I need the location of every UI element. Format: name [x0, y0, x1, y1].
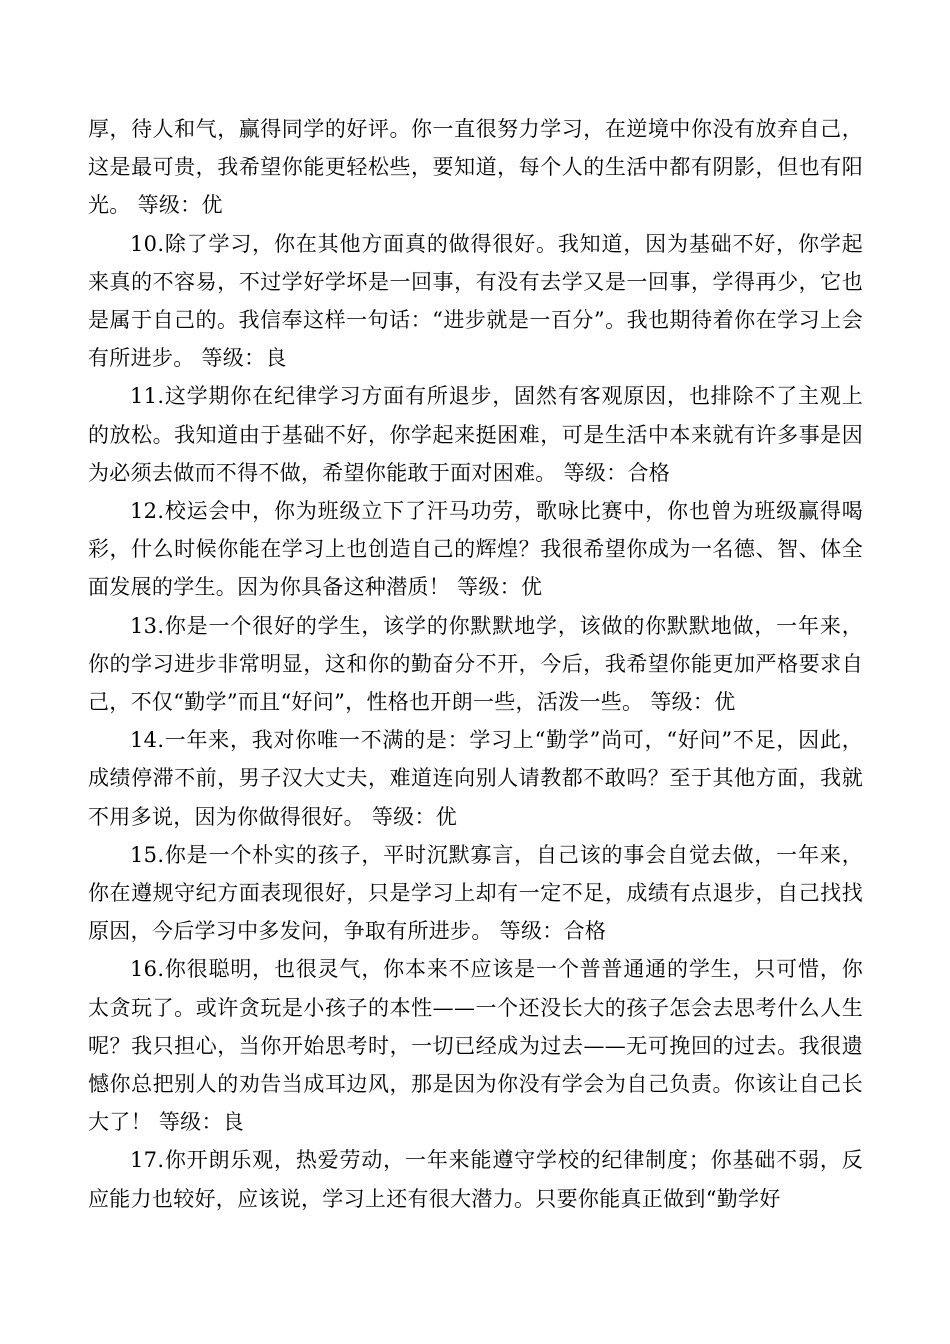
document-body — [88, 110, 863, 1218]
paragraph-11: 11.这学期你在纪律学习方面有所退步，固然有客观原因，也排除不了主观上的放松。我知道由于基础不好，你学起来挺困难，可是生活中本来就有许多事是因为必须去做而不得不做，希望你能敢于面对困难。 等级：合格 — [88, 384, 863, 485]
paragraph-14: 14.一年来，我对你唯一不满的是：学习上“勤学”尚可，“好问”不足，因此，成绩停滞不前，男子汉大丈夫，难道连向别人请教都不敢吗？至于其他方面，我就不用多说，因为你做得很好。 等级：优 — [88, 728, 863, 829]
paragraph-10: 10.除了学习，你在其他方面真的做得很好。我知道，因为基础不好，你学起来真的不容易，不过学好学坏是一回事，有没有去学又是一回事，学得再少，它也是属于自己的。我信奉这样一句话：“进步就是一百分”。我也期待着你在学习上会有所进步。 等级：良 — [88, 231, 863, 371]
paragraph-16: 16.你很聪明，也很灵气，你本来不应该是一个普普通通的学生，只可惜，你太贪玩了。或许贪玩是小孩子的本性——一个还没长大的孩子怎会去思考什么人生呢？我只担心，当你开始思考时，一切已经成为过去——无可挽回的过去。我很遗憾你总把别人的劝告当成耳边风，那是因为你没有学会为自己负责。你该让自己长大了！ 等级：良 — [88, 957, 863, 1135]
paragraph-13: 13.你是一个很好的学生，该学的你默默地学，该做的你默默地做，一年来，你的学习进步非常明显，这和你的勤奋分不开，今后，我希望你能更加严格要求自己，不仅“勤学”而且“好问”，性格也开朗一些，活泼一些。 等级：优 — [88, 613, 863, 715]
paragraph-12: 12.校运会中，你为班级立下了汗马功劳，歌咏比赛中，你也曾为班级赢得喝彩，什么时候你能在学习上也创造自己的辉煌？我很希望你成为一名德、智、体全面发展的学生。因为你具备这种潜质！ 等级：优 — [88, 499, 863, 600]
paragraph-15: 15.你是一个朴实的孩子，平时沉默寡言，自己该的事会自觉去做，一年来，你在遵规守纪方面表现很好，只是学习上却有一定不足，成绩有点退步，自己找找原因，今后学习中多发问，争取有所进步。 等级：合格 — [88, 842, 863, 944]
paragraph-17: 17.你开朗乐观，热爱劳动，一年来能遵守学校的纪律制度；你基础不弱，反应能力也较好，应该说，学习上还有很大潜力。只要你能真正做到“勤学好 — [88, 1148, 863, 1211]
paragraph-9-continuation: 厚，待人和气，赢得同学的好评。你一直很努力学习，在逆境中你没有放弃自己，这是最可贵，我希望你能更轻松些，要知道，每个人的生活中都有阴影，但也有阳光。 等级：优 — [88, 117, 863, 218]
